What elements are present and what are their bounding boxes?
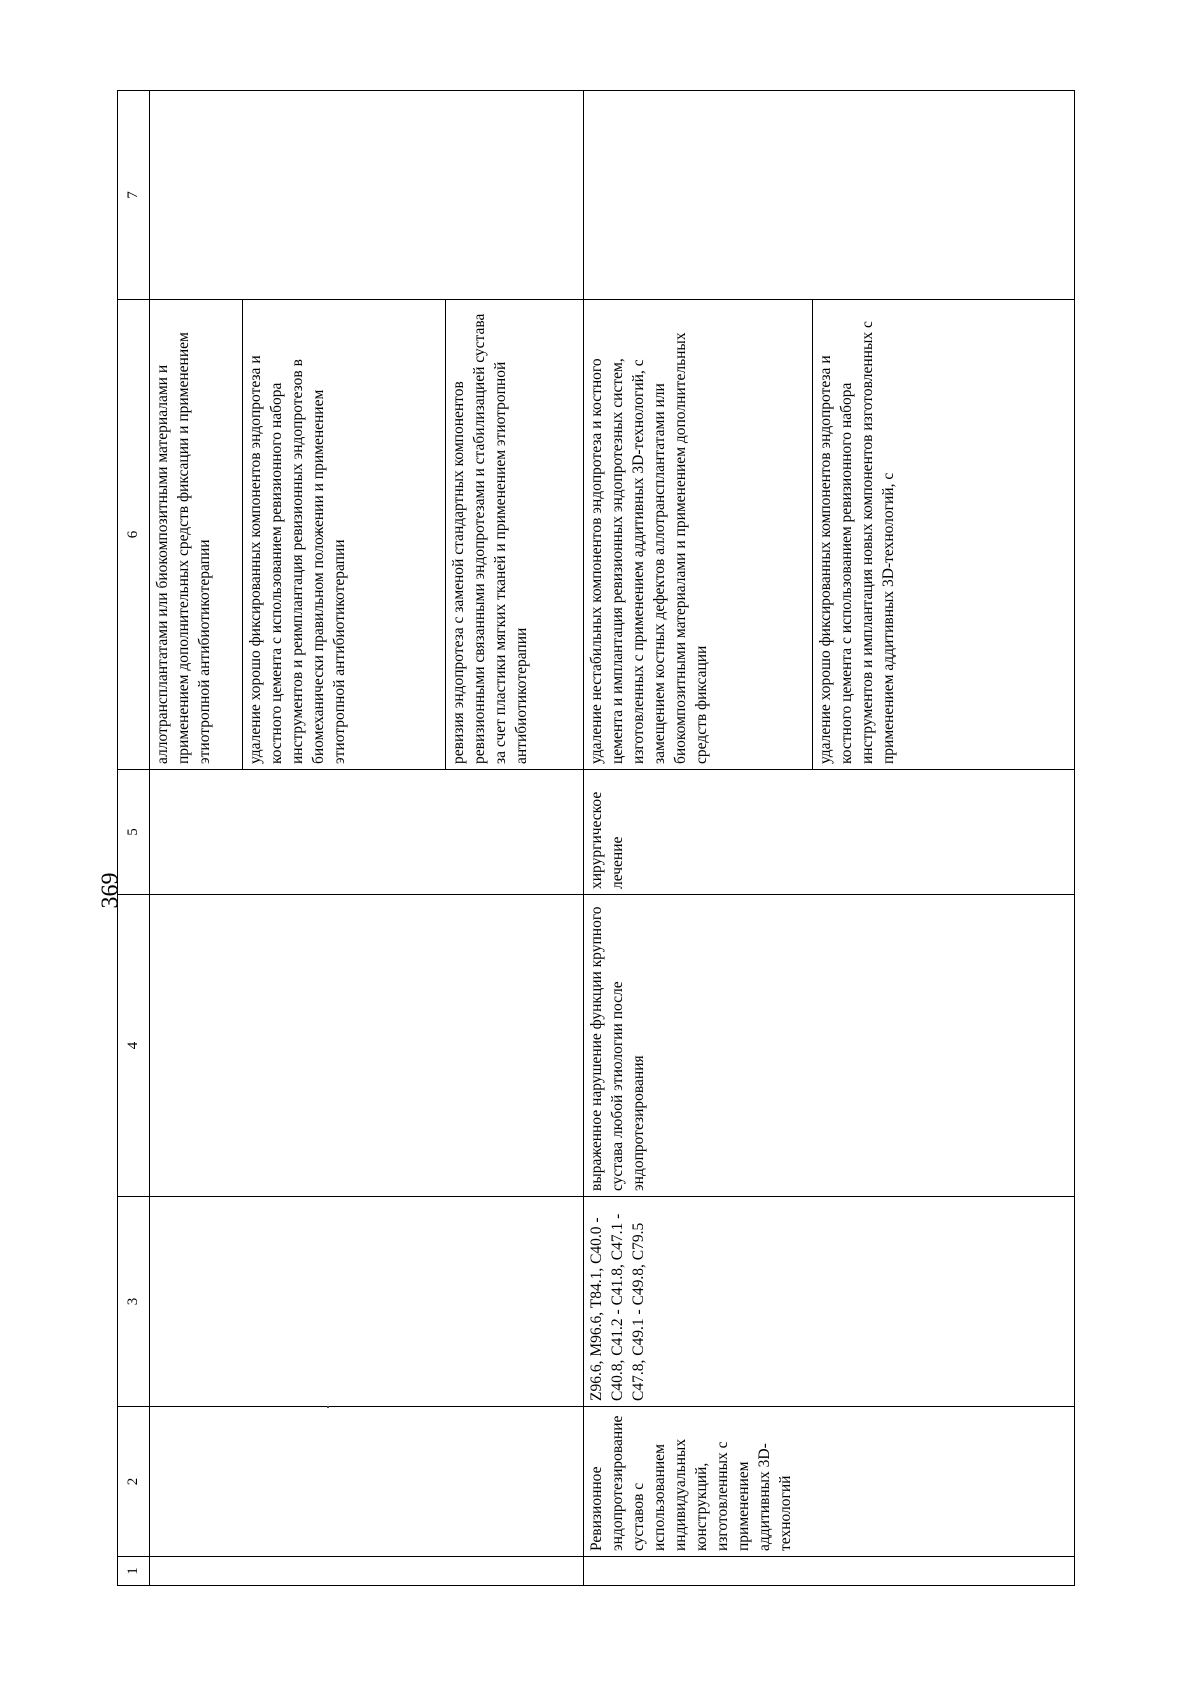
procedure-name: Ревизионное эндопротезирование суставов с использованием индивидуальных конструкций, изготовленных с применением аддитивных 3D-технологий (584, 1407, 1075, 1557)
column-number-row (118, 91, 150, 1586)
column-number-6: 6 (118, 300, 150, 770)
icd-codes: Z96.6, M96.6, T84.1, C40.0 - C40.8, C41.2 - C41.8, C47.1 - C47.8, C49.1 - C49.8, C79.5 (584, 1197, 1075, 1407)
row1-cell-7 (150, 91, 584, 300)
row1-cell-6 (150, 300, 584, 770)
treatment-method: удаление нестабильных компонентов эндопротеза и костного цемента и имплантация ревизионных эндопротезных систем, изготовленных с применением аддитивных 3D-технологий, с замещением костных дефектов аллотрансплантатами или биокомпозитными материалами и применением дополнительных средств фиксации (584, 300, 812, 769)
table-row (584, 91, 1075, 1586)
column-number-7: 7 (118, 91, 150, 300)
treatment-method: аллотрансплантатами или биокомпозитными материалами и применением дополнительных средств фиксации и применением этиотропной антибиотикотерапии (150, 300, 242, 769)
treatment-method: ревизия эндопротеза с заменой стандартных компонентов ревизионными связанными эндопротезами и стабилизацией сустава за счет пластики мягких тканей и применением этиотропной антибиотикотерапии (449, 313, 530, 764)
patient-model: выраженное нарушение функции крупного сустава любой этиологии после эндопротезирования (584, 895, 1075, 1197)
row1-cell-2 (150, 1407, 584, 1557)
procedures-table (117, 91, 1075, 1586)
row2-cell-7 (584, 91, 1075, 300)
table-row (150, 91, 584, 1586)
scan-artifact-dot (327, 1406, 329, 1408)
row1-cell-5 (150, 770, 584, 895)
column-number-3: 3 (118, 1197, 150, 1407)
treatment-type: хирургическое лечение (584, 770, 1075, 895)
row1-cell-3 (150, 1197, 584, 1407)
treatment-method: удаление хорошо фиксированных компонентов эндопротеза и костного цемента с использованием ревизионного набора инструментов и имплантация новых компонентов изготовленных с применением аддитивных 3D-технологий, с (816, 321, 897, 764)
page-number: 369 (97, 872, 124, 908)
row1-cell-1 (150, 1557, 584, 1586)
treatment-method: удаление хорошо фиксированных компонентов эндопротеза и костного цемента с использованием ревизионного набора инструментов и реимплантация ревизионных эндопротезов в биомеханически правильном положении и применением этиотропной антибиотикотерапии (242, 300, 445, 769)
column-number-4: 4 (118, 895, 150, 1197)
row2-cell-1 (584, 1557, 1075, 1586)
column-number-5: 5 (118, 770, 150, 895)
column-number-1: 1 (118, 1557, 150, 1586)
row1-cell-4 (150, 895, 584, 1197)
column-number-2: 2 (118, 1407, 150, 1557)
row2-cell-6 (584, 300, 1075, 770)
